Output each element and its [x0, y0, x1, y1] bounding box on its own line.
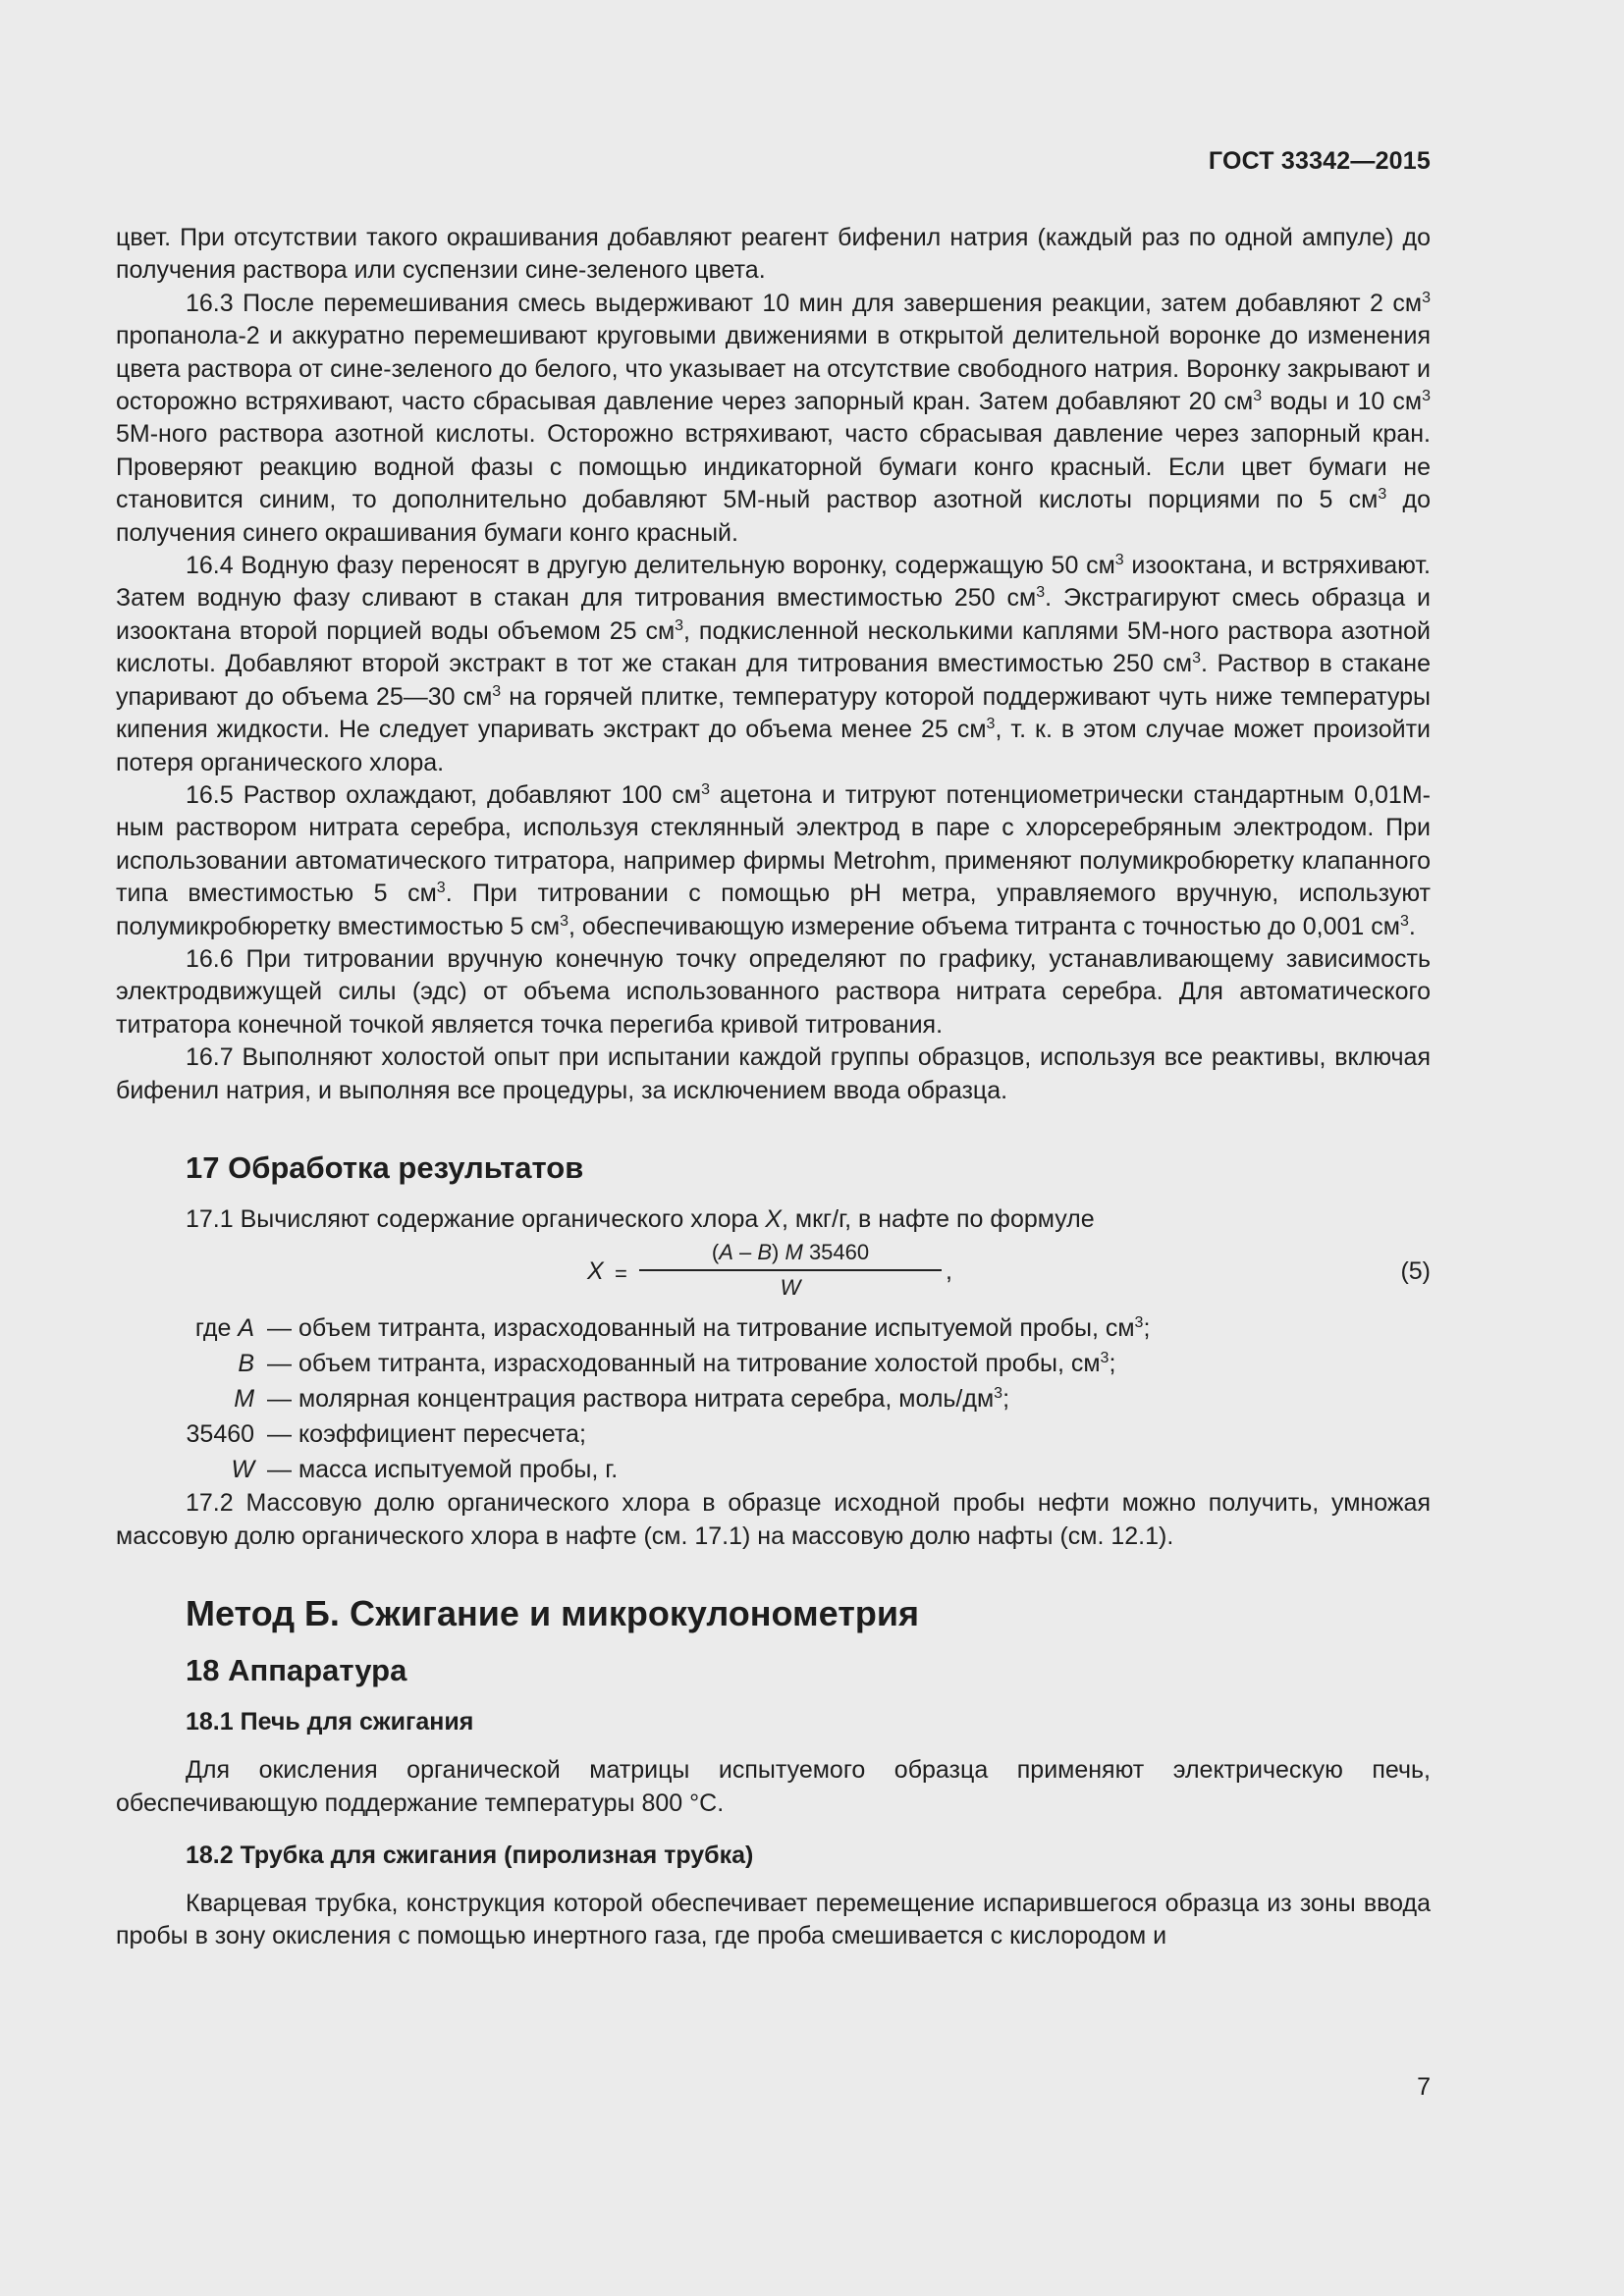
paragraph-17-2: 17.2 Массовую долю органического хлора в образце исходной пробы нефти можно получить, умножая массовую долю органического хлора в нафте (см. 17.1) на массовую долю нафты (см. 12.1). — [116, 1489, 1431, 1550]
section-18-1-heading: 18.1 Печь для сжигания — [186, 1708, 474, 1736]
section-18-heading: 18 Аппаратура — [186, 1653, 407, 1688]
page-number: 7 — [1417, 2073, 1431, 2101]
formula-lhs: X — [587, 1257, 604, 1286]
legend-row-w: W — масса испытуемой пробы, г. — [231, 1456, 619, 1484]
method-b-heading: Метод Б. Сжигание и микрокулонометрия — [186, 1593, 919, 1634]
formula-fraction — [639, 1238, 942, 1302]
paragraph-16-5: 16.5 Раствор охлаждают, добавляют 100 $см^3$ ацетона и титруют потенциометрически стандартным 0,01М-ным раствором нитрата серебра, используя стеклянный электрод в паре с хлорсеребряным электродом. При использовании автоматического титратора, например фирмы Metrohm, применяют полумикробюретку клапанного типа вместимостью 5 $см^3$. При титровании с помощью pH метра, управляемого вручную, используют полумикробюретку вместимостью 5 $см^3$, обеспечивающую измерение объема титранта с точностью до 0,001 $см^3$. — [116, 780, 1431, 940]
formula-numerator: (A – B) M 35460 — [711, 1240, 870, 1265]
section-17-heading: 17 Обработка результатов — [186, 1149, 584, 1185]
legend-row-a: где A — объем титранта, израсходованный на титрование испытуемой пробы, $см^3$; — [194, 1314, 1151, 1343]
paragraph-16-6: 16.6 При титровании вручную конечную точку определяют по графику, устанавливающему зависимость электродвижущей силы (эдс) от объема использованного раствора нитрата серебра. Для автоматического титратора конечной точкой является точка перегиба кривой титрования. — [116, 944, 1431, 1039]
paragraph-16-3: 16.3 После перемешивания смесь выдерживают 10 мин для завершения реакции, затем добавляют 2 $см^3$ пропанола-2 и аккуратно перемешивают круговыми движениями в открытой делительной воронке до изменения цвета раствора от сине-зеленого до белого, что указывает на отсутствие свободного натрия. Воронку закрывают и осторожно встряхивают, часто сбрасывая давление через запорный кран. Затем добавляют 20 $см^3$ воды и 10 $см^3$ 5М-ного раствора азотной кислоты. Осторожно встряхивают, часто сбрасывая давление через запорный кран. Проверяют реакцию водной фазы с помощью индикаторной бумаги конго красный. Если цвет бумаги не становится синим, то дополнительно добавляют 5М-ный раствор азотной кислоты порциями по 5 $см^3$ до получения синего окрашивания бумаги конго красный. — [116, 289, 1432, 547]
formula-denominator: W — [780, 1275, 801, 1301]
section-18-2-heading: 18.2 Трубка для сжигания (пиролизная трубка) — [186, 1842, 754, 1869]
paragraph-17-1: 17.1 Вычисляют содержание органического хлора X, мкг/г, в нафте по формуле — [186, 1204, 1095, 1233]
paragraph-16-7: 16.7 Выполняют холостой опыт при испытании каждой группы образцов, используя все реактивы, включая бифенил натрия, и выполняя все процедуры, за исключением ввода образца. — [116, 1043, 1431, 1104]
paragraph-18-1: Для окисления органической матрицы испытуемого образца применяют электрическую печь, обеспечивающую поддержание температуры 800 °С. — [116, 1756, 1431, 1817]
paragraph-continuation: цвет. При отсутствии такого окрашивания добавляют реагент бифенил натрия (каждый раз по одной ампуле) до получения раствора или суспензии сине-зеленого цвета. — [116, 224, 1431, 285]
paragraph-16-4: 16.4 Водную фазу переносят в другую делительную воронку, содержащую 50 $см^3$ изооктана, и встряхивают. Затем водную фазу сливают в стакан для титрования вместимостью 250 $см^3$. Экстрагируют смесь образца и изооктана второй порцией воды объемом 25 $см^3$, подкисленной несколькими каплями 5М-ного раствора азотной кислоты. Добавляют второй экстракт в тот же стакан для титрования вместимостью 250 $см^3$. Раствор в стакане упаривают до объема 25—30 $см^3$ на горячей плитке, температуру которой поддерживают чуть ниже температуры кипения жидкости. Не следует упаривать экстракт до объема менее 25 $см^3$, т. к. в этом случае может произойти потеря органического хлора. — [116, 552, 1432, 776]
document-header: ГОСТ 33342—2015 — [1208, 147, 1431, 175]
legend-row-coefficient: 35460 — коэффициент пересчета; — [186, 1420, 586, 1449]
formula-number: (5) — [1400, 1257, 1431, 1286]
page-content — [116, 222, 1431, 1953]
formula-comma: , — [946, 1257, 952, 1286]
formula-5 — [116, 1238, 1431, 1307]
legend-row-m: M — молярная концентрация раствора нитрата серебра, моль/$дм^3$; — [234, 1385, 1010, 1414]
formula-equals: = — [615, 1261, 627, 1287]
legend-row-b: B — объем титранта, израсходованный на титрование холостой пробы, $см^3$; — [238, 1350, 1116, 1378]
fraction-bar — [639, 1269, 942, 1271]
paragraph-18-2: Кварцевая трубка, конструкция которой обеспечивает перемещение испарившегося образца из зоны ввода пробы в зону окисления с помощью инертного газа, где проба смешивается с кислородом и — [116, 1890, 1431, 1950]
formula-legend — [116, 1310, 1431, 1487]
